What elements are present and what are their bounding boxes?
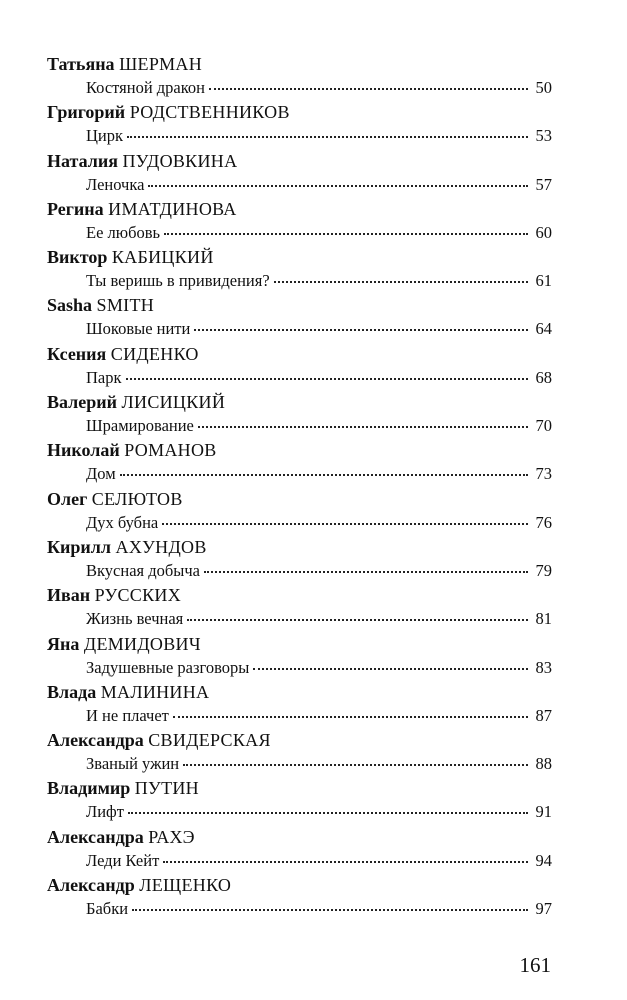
dot-leader: [132, 909, 528, 911]
story-page-number: 61: [535, 271, 552, 291]
author-name: [47, 486, 552, 512]
author-last-name: АХУНДОВ: [115, 536, 207, 557]
author-name: [47, 534, 552, 560]
toc-entry: [47, 292, 552, 340]
dot-leader: [194, 329, 528, 331]
author-last-name: РОДСТВЕННИКОВ: [129, 102, 290, 123]
author-first-name: Sasha: [47, 295, 93, 316]
story-row: [86, 657, 552, 679]
story-page-number: 94: [535, 850, 552, 870]
story-row: [86, 415, 552, 437]
story-page-number: 60: [535, 222, 552, 242]
dot-leader: [183, 764, 528, 766]
author-first-name: Иван: [47, 585, 91, 606]
toc-entry: [47, 534, 552, 582]
story-row: [86, 174, 552, 196]
toc-entry: [47, 196, 552, 244]
author-name: [47, 292, 552, 318]
author-last-name: СИДЕНКО: [110, 343, 199, 364]
story-title: Ее любовь: [86, 222, 161, 242]
dot-leader: [127, 136, 528, 138]
author-first-name: Владимир: [47, 778, 131, 799]
dot-leader: [164, 233, 528, 235]
author-name: [47, 99, 552, 125]
author-last-name: РАХЭ: [148, 826, 195, 847]
page-number: 161: [519, 953, 551, 977]
toc-entry: [47, 631, 552, 679]
story-page-number: 88: [535, 754, 552, 774]
toc-entry: [47, 389, 552, 437]
story-title: Леночка: [86, 174, 145, 194]
toc-entry: [47, 679, 552, 727]
author-first-name: Александра: [47, 730, 144, 751]
story-title: Леди Кейт: [86, 850, 160, 870]
story-row: [86, 318, 552, 340]
author-last-name: РОМАНОВ: [124, 440, 217, 461]
author-name: [47, 872, 552, 898]
dot-leader: [128, 812, 528, 814]
dot-leader: [148, 185, 528, 187]
story-title: Шоковые нити: [86, 319, 191, 339]
author-first-name: Регина: [47, 198, 104, 219]
toc-entry: [47, 244, 552, 292]
story-row: [86, 850, 552, 872]
author-last-name: ДЕМИДОВИЧ: [83, 633, 201, 654]
story-page-number: 50: [535, 78, 552, 97]
story-page-number: 73: [535, 464, 552, 484]
author-name: [47, 582, 552, 608]
story-title: Шрамирование: [86, 416, 194, 436]
author-last-name: КАБИЦКИЙ: [111, 247, 214, 268]
toc-entry: [47, 872, 552, 920]
author-name: [47, 775, 552, 801]
story-row: [86, 512, 552, 534]
author-last-name: ПУДОВКИНА: [122, 150, 238, 171]
dot-leader: [209, 88, 528, 90]
author-first-name: Ксения: [47, 343, 107, 364]
author-last-name: МАЛИНИНА: [100, 681, 210, 702]
story-title: Званый ужин: [86, 754, 180, 774]
author-last-name: СЕЛЮТОВ: [91, 488, 183, 509]
story-row: [86, 801, 552, 823]
story-page-number: 68: [535, 367, 552, 387]
story-title: Цирк: [86, 126, 124, 146]
story-title: Жизнь вечная: [86, 609, 184, 629]
dot-leader: [120, 474, 528, 476]
story-row: [86, 77, 552, 99]
author-first-name: Яна: [47, 633, 80, 654]
story-row: [86, 125, 552, 147]
author-first-name: Олег: [47, 488, 88, 509]
dot-leader: [204, 571, 528, 573]
author-first-name: Татьяна: [47, 54, 115, 74]
story-page-number: 83: [535, 657, 552, 677]
author-first-name: Наталия: [47, 150, 118, 171]
story-title: Дом: [86, 464, 116, 484]
author-name: [47, 244, 552, 270]
story-title: Бабки: [86, 899, 129, 919]
author-last-name: ЛИСИЦКИЙ: [121, 392, 226, 413]
story-page-number: 87: [535, 705, 552, 725]
story-page-number: 70: [535, 416, 552, 436]
author-first-name: Александра: [47, 826, 144, 847]
story-title: Лифт: [86, 802, 124, 822]
author-first-name: Александр: [47, 875, 135, 896]
story-row: [86, 463, 552, 485]
story-row: [86, 705, 552, 727]
dot-leader: [162, 523, 528, 525]
story-page-number: 76: [535, 512, 552, 532]
toc-entry: [47, 341, 552, 389]
table-of-contents: [47, 51, 552, 920]
author-last-name: РУССКИХ: [94, 585, 182, 606]
dot-leader: [163, 861, 528, 863]
author-name: [47, 679, 552, 705]
author-name: [47, 148, 552, 174]
story-page-number: 79: [535, 560, 552, 580]
story-page-number: 81: [535, 609, 552, 629]
story-title: Задушевные разговоры: [86, 657, 250, 677]
story-title: Парк: [86, 367, 122, 387]
story-page-number: 57: [535, 174, 552, 194]
toc-entry: [47, 148, 552, 196]
story-title: Вкусная добыча: [86, 560, 200, 580]
story-row: [86, 560, 552, 582]
author-first-name: Виктор: [47, 247, 108, 268]
story-title: Дух бубна: [86, 512, 159, 532]
story-row: [86, 222, 552, 244]
story-row: [86, 753, 552, 775]
dot-leader: [198, 426, 528, 428]
toc-entry: [47, 824, 552, 872]
story-page-number: 97: [535, 899, 552, 919]
toc-entry: [47, 775, 552, 823]
author-name: [47, 437, 552, 463]
story-title: И не плачет: [86, 705, 169, 725]
story-page-number: 64: [535, 319, 552, 339]
author-name: [47, 196, 552, 222]
author-first-name: Кирилл: [47, 536, 112, 557]
author-last-name: СВИДЕРСКАЯ: [148, 730, 271, 751]
author-last-name: ИМАТДИНОВА: [108, 198, 237, 219]
toc-entry: [47, 486, 552, 534]
author-first-name: Григорий: [47, 102, 126, 123]
story-row: [86, 608, 552, 630]
author-name: [47, 51, 552, 77]
toc-entry: [47, 437, 552, 485]
toc-entry: [47, 99, 552, 147]
author-name: [47, 389, 552, 415]
story-title: Ты веришь в привидения?: [86, 271, 270, 291]
dot-leader: [187, 619, 528, 621]
author-first-name: Валерий: [47, 392, 118, 413]
author-name: [47, 727, 552, 753]
dot-leader: [253, 668, 528, 670]
dot-leader: [126, 378, 528, 380]
author-last-name: SMITH: [96, 295, 155, 316]
dot-leader: [173, 716, 528, 718]
author-last-name: ПУТИН: [134, 778, 199, 799]
author-name: [47, 824, 552, 850]
dot-leader: [274, 281, 528, 283]
author-name: [47, 631, 552, 657]
author-last-name: ЛЕЩЕНКО: [139, 875, 232, 896]
story-row: [86, 898, 552, 920]
story-row: [86, 270, 552, 292]
author-first-name: Влада: [47, 681, 97, 702]
story-title: Костяной дракон: [86, 78, 206, 97]
story-page-number: 53: [535, 126, 552, 146]
story-row: [86, 367, 552, 389]
author-first-name: Николай: [47, 440, 120, 461]
author-last-name: ШЕРМАН: [119, 54, 203, 74]
toc-entry: [47, 51, 552, 99]
story-page-number: 91: [535, 802, 552, 822]
toc-entry: [47, 582, 552, 630]
author-name: [47, 341, 552, 367]
toc-entry: [47, 727, 552, 775]
